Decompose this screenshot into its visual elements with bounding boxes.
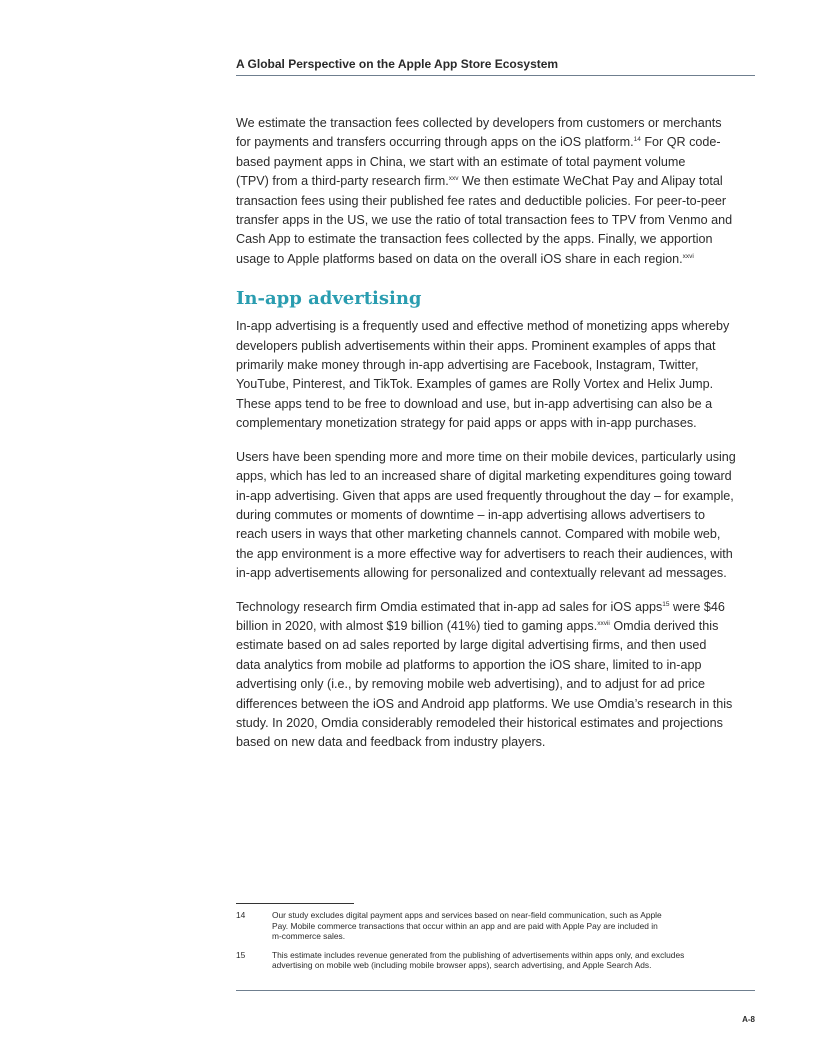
footnotes	[236, 910, 758, 979]
footnote-reference[interactable]: xxv	[448, 175, 459, 183]
paragraph-line: estimate based on ad sales reported by large digital advertising firms, and then used	[236, 638, 707, 653]
footnote-reference[interactable]: xxvii	[597, 619, 610, 627]
footnote-line: Pay. Mobile commerce transactions that occur within an app and are paid with Apple Pay are included in	[272, 920, 658, 931]
paragraph-line: reach users in ways that other marketing channels cannot. Compared with mobile web,	[236, 527, 721, 542]
running-header: A Global Perspective on the Apple App Store Ecosystem	[236, 57, 755, 76]
paragraph-line: Users have been spending more and more time on their mobile devices, particularly using	[236, 449, 736, 464]
footnote-divider	[236, 903, 354, 904]
paragraph-line: differences between the iOS and Android app platforms. We use Omdia’s research in this	[236, 696, 733, 711]
paragraph-line: We estimate the transaction fees collected by developers from customers or merchants	[236, 116, 722, 130]
paragraph-line: apps, which has led to an increased share of digital marketing expenditures going toward	[236, 469, 732, 484]
footer-divider	[236, 990, 755, 991]
section-heading-in-app-advertising: In-app advertising	[236, 288, 422, 310]
footnote-reference[interactable]: 14	[633, 136, 641, 144]
footnote-text	[272, 950, 684, 971]
paragraph-line: In-app advertising is a frequently used and effective method of monetizing apps whereby	[236, 319, 730, 334]
footnote-reference[interactable]: xxvi	[682, 252, 694, 260]
paragraph-line: in-app advertisements allowing for personalized and contextually relevant ad messages.	[236, 566, 727, 581]
paragraph-line: billion in 2020, with almost $19 billion (41%) tied to gaming apps.$^{xxvii}$ Omdia derived this	[236, 618, 719, 633]
footnote-line: advertising on mobile web (including mobile browser apps), search advertising, and Apple Search Ads.	[272, 960, 652, 970]
paragraph-line: (TPV) from a third-party research firm.$^{xxv}$ We then estimate WeChat Pay and Alipay total	[236, 174, 723, 189]
paragraph-mobile-usage	[236, 448, 758, 584]
paragraph-line: complementary monetization strategy for paid apps or apps with in-app purchases.	[236, 416, 697, 431]
footnote-number: 14	[236, 910, 246, 920]
paragraph-line: the app environment is a more effective way for advertisers to reach their audiences, with	[236, 546, 733, 561]
paragraph-line: transfer apps in the US, we use the ratio of total transaction fees to TPV from Venmo and	[236, 213, 733, 228]
paragraph-line: Cash App to estimate the transaction fees collected by the apps. Finally, we apportion	[236, 232, 713, 247]
paragraph-line: transaction fees using their published fee rates and deductible policies. For peer-to-peer	[236, 193, 727, 208]
paragraph-line: study. In 2020, Omdia considerably remodeled their historical estimates and projections	[236, 715, 723, 730]
paragraph-line: based on new data and feedback from industry players.	[236, 735, 546, 750]
paragraph-line: usage to Apple platforms based on data on the overall iOS share in each region.$^{xxvi}$	[236, 251, 694, 266]
page-number: A-8	[742, 1015, 755, 1024]
footnote-line: Our study excludes digital payment apps and services based on near-field communication, such as Apple	[272, 910, 662, 920]
footnote-line: This estimate includes revenue generated from the publishing of advertisements within apps only, and excludes	[272, 949, 685, 960]
paragraph-transaction-fees	[236, 114, 758, 269]
paragraph-line: based payment apps in China, we start with an estimate of total payment volume	[236, 154, 686, 169]
paragraph-omdia-estimate	[236, 598, 758, 753]
paragraph-line: in-app advertising. Given that apps are used frequently throughout the day – for example,	[236, 488, 734, 503]
main-content	[236, 114, 758, 767]
footnote-number: 15	[236, 949, 246, 960]
paragraph-line: data analytics from mobile ad platforms to apportion the iOS share, limited to in-app	[236, 657, 702, 672]
paragraph-line: during commutes or moments of downtime – in-app advertising allows advertisers to	[236, 507, 705, 522]
footnote-text	[272, 910, 662, 942]
paragraph-line: advertising only (i.e., by removing mobile web advertising), and to adjust for ad price	[236, 677, 706, 692]
paragraph-line: for payments and transfers occurring through apps on the iOS platform.$^{14}$ For QR code-	[236, 135, 721, 150]
footnote-line: m-commerce sales.	[272, 931, 346, 941]
paragraph-line: YouTube, Pinterest, and TikTok. Examples of games are Rolly Vortex and Helix Jump.	[236, 377, 714, 392]
paragraph-line: primarily make money through in-app advertising are Facebook, Instagram, Twitter,	[236, 358, 699, 373]
footnote-14	[236, 910, 758, 942]
footnote-15	[236, 950, 758, 971]
footnote-reference[interactable]: 15	[662, 600, 670, 608]
paragraph-in-app-advertising-intro	[236, 317, 758, 433]
paragraph-line: Technology research firm Omdia estimated that in-app ad sales for iOS apps$^{15}$ were $46	[236, 599, 725, 614]
paragraph-line: These apps tend to be free to download and use, but in-app advertising can also be a	[236, 396, 713, 411]
paragraph-line: developers publish advertisements within their apps. Prominent examples of apps that	[236, 338, 716, 353]
